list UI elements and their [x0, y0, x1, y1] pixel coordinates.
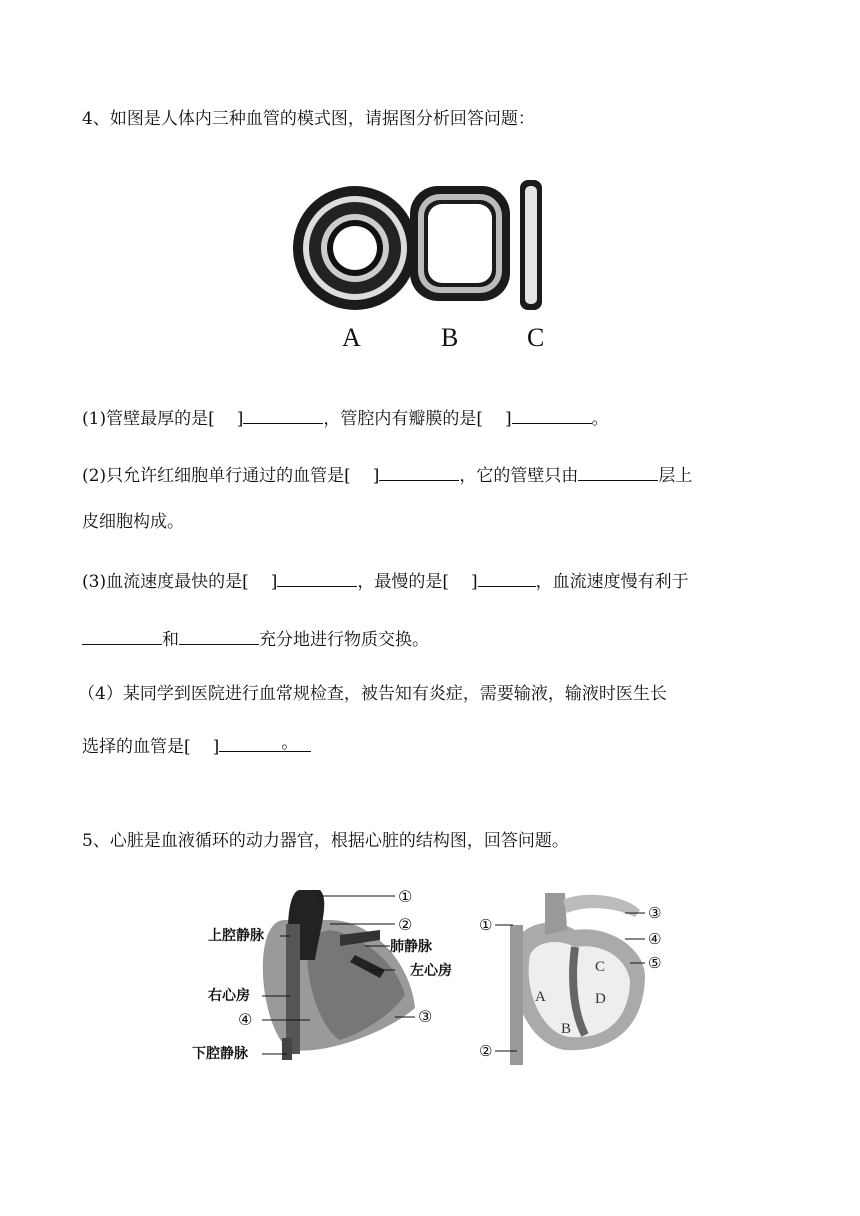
text: ]: [236, 409, 244, 429]
text: (3)血流速度最快的是[: [82, 572, 249, 592]
text: ]: [212, 737, 220, 757]
text: ，血流速度慢有利于: [535, 572, 689, 592]
text: [: [476, 409, 483, 429]
answer-blank[interactable]: [578, 462, 658, 481]
figure-label-a: A: [342, 323, 361, 352]
vessel-c-capillary: [520, 180, 542, 310]
label-superior-vena-cava: 上腔静脉: [208, 928, 264, 944]
text: ]: [372, 466, 380, 486]
question-4-part-4-cont: [82, 733, 778, 759]
label-number-2: ②: [398, 915, 413, 934]
answer-blank[interactable]: [512, 405, 592, 424]
label-left-atrium: 左心房: [410, 963, 452, 979]
text: ，管腔内有瓣膜的是: [323, 409, 477, 429]
blood-vessels-figure: [290, 170, 560, 360]
question-4-part-2-cont: 皮细胞构成。: [82, 512, 184, 532]
question-5-heading: 5、心脏是血液循环的动力器官，根据心脏的结构图，回答问题。: [82, 831, 569, 851]
answer-blank[interactable]: [379, 462, 459, 481]
text: (1)管壁最厚的是[: [82, 409, 215, 429]
label-number-2: ②: [479, 1042, 493, 1060]
question-4-part-3-cont: [82, 626, 778, 652]
text: ]: [270, 572, 278, 592]
text: 充分地进行物质交换。: [259, 630, 429, 650]
answer-blank[interactable]: [277, 568, 357, 587]
label-number-5: ⑤: [648, 954, 662, 972]
question-4-part-1: [82, 405, 778, 431]
label-number-4: ④: [238, 1010, 253, 1029]
label-number-1: ①: [398, 887, 413, 906]
question-4-heading: 4、如图是人体内三种血管的模式图，请据图分析回答问题：: [82, 109, 535, 129]
text: ，最慢的是[: [357, 572, 449, 592]
text: 层上: [658, 466, 693, 486]
vessel-a-artery: [293, 186, 417, 310]
label-letter-b: B: [561, 1021, 572, 1037]
text: 。: [591, 409, 609, 429]
label-letter-a: A: [535, 989, 546, 1005]
label-right-atrium: 右心房: [208, 988, 250, 1004]
label-inferior-vena-cava: 下腔静脉: [192, 1046, 248, 1062]
question-4-part-2: [82, 462, 778, 488]
heart-external-figure: [190, 880, 470, 1070]
answer-blank[interactable]: [219, 733, 281, 752]
label-pulmonary-vein: 肺静脉: [390, 939, 432, 955]
text: (2)只允许红细胞单行通过的血管是[: [82, 466, 351, 486]
text: 选择的血管是[: [82, 737, 191, 757]
label-number-4: ④: [648, 930, 662, 948]
answer-blank[interactable]: [243, 405, 323, 424]
text: ]: [471, 572, 478, 592]
answer-blank[interactable]: [478, 568, 536, 587]
answer-blank[interactable]: [82, 626, 162, 645]
question-4-part-3: [82, 568, 778, 594]
answer-blank[interactable]: [179, 626, 259, 645]
text: ，它的管壁只由: [459, 466, 579, 486]
label-number-3: ③: [418, 1007, 433, 1026]
figure-label-b: B: [441, 323, 459, 352]
heart-internal-figure: [475, 885, 695, 1065]
answer-blank-end: 。: [281, 733, 311, 752]
text: 和: [162, 630, 179, 650]
label-letter-c: C: [595, 959, 606, 975]
figure-label-c: C: [527, 323, 545, 352]
label-letter-d: D: [595, 991, 606, 1007]
label-number-3: ③: [648, 904, 662, 922]
vessel-b-vein: [410, 186, 510, 301]
text: ]: [505, 409, 512, 429]
label-number-1: ①: [479, 916, 493, 934]
question-4-part-4: （4）某同学到医院进行血常规检查，被告知有炎症，需要输液，输液时医生长: [78, 684, 667, 704]
